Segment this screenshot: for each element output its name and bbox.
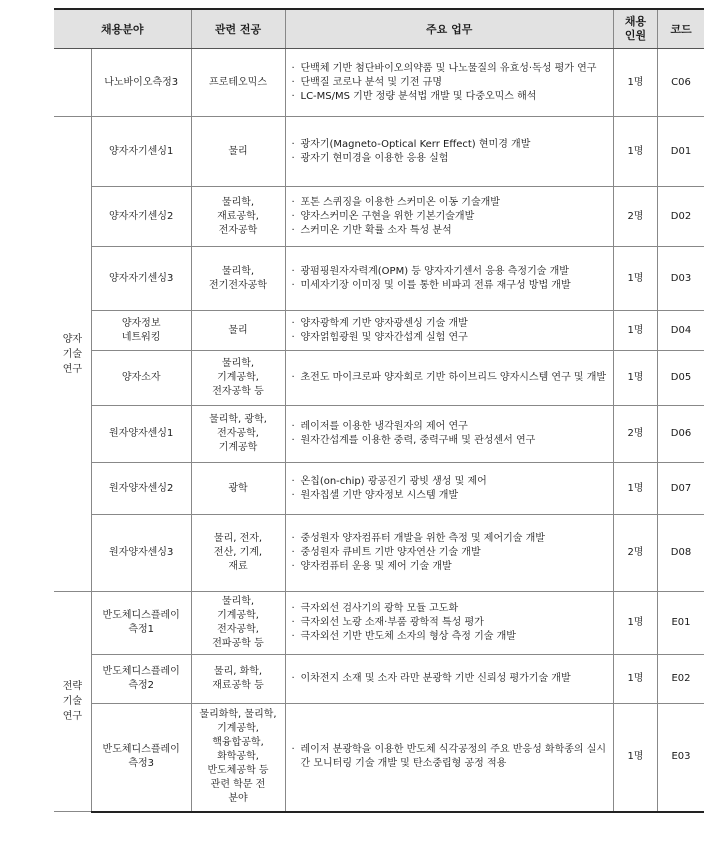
major-cell [191, 49, 285, 117]
duties-cell [285, 655, 613, 704]
major-line: 관련 학문 전 [210, 779, 266, 791]
major-cell [191, 515, 285, 592]
duty-item: · 원자칩셀 기반 양자정보 시스템 개발 [292, 489, 609, 503]
major-line: 전산, 기계, [213, 547, 263, 558]
count-cell: 1명 [613, 463, 657, 515]
field-cell [91, 351, 191, 406]
field-cell [91, 463, 191, 515]
count-cell: 1명 [613, 592, 657, 655]
count-cell: 1명 [613, 247, 657, 311]
field-line: 반도체디스플레이 [102, 610, 180, 621]
category-strategic-tech [54, 592, 91, 812]
table-row [54, 406, 704, 463]
major-line: 전자공학 [218, 224, 258, 236]
code-cell: C06 [658, 49, 704, 117]
field-cell [91, 655, 191, 704]
count-cell: 1명 [613, 49, 657, 117]
table-row [54, 351, 704, 406]
count-cell: 2명 [613, 515, 657, 592]
field-cell [91, 311, 191, 351]
table-body [54, 49, 704, 812]
table-row [54, 592, 704, 655]
field-line: 양자정보 [121, 317, 161, 329]
count-cell: 2명 [613, 406, 657, 463]
table-row [54, 187, 704, 247]
count-cell: 1명 [613, 655, 657, 704]
duties-cell [285, 704, 613, 812]
field-line: 측정2 [128, 680, 155, 691]
count-cell: 2명 [613, 187, 657, 247]
code-cell: E02 [658, 655, 704, 704]
field-line: 양자자기센싱1 [109, 145, 174, 157]
category-label-line: 연구 [62, 711, 83, 722]
table-row [54, 463, 704, 515]
major-line: 기계공학, [217, 723, 259, 735]
major-line: 분야 [228, 793, 248, 805]
duty-item: · 극자외선 검사기의 광학 모듈 고도화 [292, 602, 609, 616]
duties-cell [285, 351, 613, 406]
major-cell [191, 351, 285, 406]
code-cell: D04 [658, 311, 704, 351]
duty-item: · 양자스커미온 구현을 위한 기본기술개발 [292, 210, 609, 224]
category-label-line: 기술 [62, 348, 83, 360]
major-line: 핵융합공학, [212, 737, 264, 749]
table-row [54, 515, 704, 592]
duty-item: · 레이저를 이용한 냉각원자의 제어 연구 [292, 420, 609, 434]
major-line: 물리 [228, 145, 248, 157]
duties-cell [285, 49, 613, 117]
major-line: 전자공학, [217, 428, 259, 439]
major-cell [191, 592, 285, 655]
recruitment-table [54, 8, 704, 813]
duty-item: · 극자외선 기반 반도체 소자의 형상 측정 기술 개발 [292, 630, 609, 644]
major-line: 물리, 화학, [213, 666, 263, 677]
table-row [54, 49, 704, 117]
code-cell: D07 [658, 463, 704, 515]
field-line: 양자자기센싱2 [109, 210, 174, 222]
code-cell: E01 [658, 592, 704, 655]
field-line: 네트워킹 [121, 331, 161, 343]
code-cell: E03 [658, 704, 704, 812]
major-cell [191, 311, 285, 351]
duty-item: · LC-MS/MS 기반 정량 분석법 개발 및 다중오믹스 해석 [292, 90, 609, 104]
field-line: 원자양자센싱3 [109, 547, 174, 558]
duty-item: · 양자컴퓨터 운용 및 제어 기술 개발 [292, 560, 609, 574]
code-cell: D02 [658, 187, 704, 247]
field-line: 나노바이오측정3 [104, 76, 179, 88]
duty-item: · 레이저 분광학을 이용한 반도체 식각공정의 주요 반응성 화학종의 실시간 모니터링 기술 개발 및 탄소중립형 공정 적용 [292, 743, 609, 771]
major-cell [191, 117, 285, 187]
duty-item: · 단백체 기반 첨단바이오의약품 및 나노물질의 유효성·독성 평가 연구 [292, 62, 609, 76]
field-cell [91, 515, 191, 592]
duty-item: · 미세자기장 이미징 및 이를 통한 비파괴 전류 재구성 방법 개발 [292, 279, 609, 293]
major-line: 물리학, [221, 596, 255, 607]
major-cell [191, 406, 285, 463]
major-line: 물리 [228, 324, 248, 336]
field-line: 양자자기센싱3 [109, 272, 174, 284]
header-field: 채용분야 [54, 9, 191, 49]
field-cell [91, 187, 191, 247]
major-line: 전파공학 등 [212, 638, 264, 649]
duty-item: · 중성원자 큐비트 기반 양자연산 기술 개발 [292, 546, 609, 560]
category-label-line: 양자 [62, 333, 83, 345]
major-line: 기계공학, [217, 610, 259, 621]
count-cell: 1명 [613, 704, 657, 812]
major-line: 전자공학 등 [212, 386, 264, 397]
major-cell [191, 187, 285, 247]
major-line: 기계공학 [218, 442, 258, 453]
category-quantum-tech [54, 117, 91, 592]
field-cell [91, 247, 191, 311]
field-line: 원자양자센싱1 [109, 428, 174, 439]
major-line: 재료 [228, 561, 248, 572]
table-row [54, 117, 704, 187]
major-line: 재료공학 등 [212, 680, 264, 691]
field-line: 양자소자 [121, 372, 161, 383]
major-line: 재료공학, [217, 210, 259, 222]
major-line: 화학공학, [217, 751, 259, 763]
major-line: 전기전자공학 [209, 279, 267, 291]
duties-cell [285, 187, 613, 247]
major-line: 물리학, [221, 358, 255, 369]
category-cell-empty [54, 49, 91, 117]
duty-item: · 포톤 스퀴징을 이용한 스커미온 이동 기술개발 [292, 196, 609, 210]
count-cell: 1명 [613, 351, 657, 406]
major-line: 물리학, [221, 265, 255, 277]
duty-item: · 양자얽힘광원 및 양자간섭계 실험 연구 [292, 331, 609, 345]
major-cell [191, 463, 285, 515]
code-cell: D01 [658, 117, 704, 187]
major-line: 광학 [228, 482, 248, 494]
count-cell: 1명 [613, 117, 657, 187]
field-line: 반도체디스플레이 [102, 744, 180, 756]
duty-item: · 극자외선 노광 소재·부품 광학적 특성 평가 [292, 616, 609, 630]
major-line: 프로테오믹스 [209, 76, 267, 88]
code-cell: D08 [658, 515, 704, 592]
header-count: 채용 인원 [613, 9, 657, 49]
field-cell [91, 704, 191, 812]
duties-cell [285, 311, 613, 351]
category-label-line: 기술 [62, 696, 83, 707]
duty-item: · 이차전지 소재 및 소자 라만 분광학 기반 신뢰성 평가기술 개발 [292, 672, 609, 686]
duties-cell [285, 247, 613, 311]
duty-item: · 원자간섭계를 이용한 중력, 중력구배 및 관성센서 연구 [292, 434, 609, 448]
duty-item: · 광자기(Magneto-Optical Kerr Effect) 현미경 개발 [292, 138, 609, 152]
header-major: 관련 전공 [191, 9, 285, 49]
code-cell: D05 [658, 351, 704, 406]
header-code: 코드 [658, 9, 704, 49]
code-cell: D03 [658, 247, 704, 311]
table-row [54, 655, 704, 704]
duties-cell [285, 406, 613, 463]
duties-cell [285, 463, 613, 515]
table-row [54, 247, 704, 311]
count-cell: 1명 [613, 311, 657, 351]
code-cell: D06 [658, 406, 704, 463]
major-line: 기계공학, [217, 372, 259, 383]
major-line: 반도체공학 등 [207, 765, 269, 777]
duty-item: · 온칩(on-chip) 광공진기 광빗 생성 및 제어 [292, 475, 609, 489]
major-line: 물리학, 광학, [209, 414, 267, 425]
duties-cell [285, 515, 613, 592]
table-row [54, 311, 704, 351]
major-cell [191, 655, 285, 704]
field-line: 측정1 [128, 624, 155, 635]
field-line: 측정3 [128, 758, 155, 770]
duty-item: · 양자광학계 기반 양자광센싱 기술 개발 [292, 317, 609, 331]
duties-cell [285, 592, 613, 655]
duty-item: · 초전도 마이크로파 양자회로 기반 하이브리드 양자시스템 연구 및 개발 [292, 371, 609, 385]
major-line: 물리화학, 물리학, [199, 709, 277, 721]
field-line: 원자양자센싱2 [109, 482, 174, 494]
header-duties: 주요 업무 [285, 9, 613, 49]
duty-item: · 스커미온 기반 확률 소자 특성 분석 [292, 224, 609, 238]
field-cell [91, 117, 191, 187]
major-line: 물리, 전자, [213, 533, 263, 544]
field-cell [91, 49, 191, 117]
duty-item: · 광펌핑원자자력계(OPM) 등 양자자기센서 응용 측정기술 개발 [292, 265, 609, 279]
field-line: 반도체디스플레이 [102, 666, 180, 677]
table-row [54, 704, 704, 812]
field-cell [91, 592, 191, 655]
category-label-line: 전략 [62, 681, 83, 692]
duties-cell [285, 117, 613, 187]
duty-item: · 광자기 현미경을 이용한 응용 실험 [292, 152, 609, 166]
major-cell [191, 247, 285, 311]
duty-item: · 중성원자 양자컴퓨터 개발을 위한 측정 및 제어기술 개발 [292, 532, 609, 546]
major-line: 물리학, [221, 196, 255, 208]
field-cell [91, 406, 191, 463]
duty-item: · 단백질 코로나 분석 및 기전 규명 [292, 76, 609, 90]
table-header-row [54, 9, 704, 49]
major-cell [191, 704, 285, 812]
major-line: 전자공학, [217, 624, 259, 635]
category-label-line: 연구 [62, 363, 83, 375]
